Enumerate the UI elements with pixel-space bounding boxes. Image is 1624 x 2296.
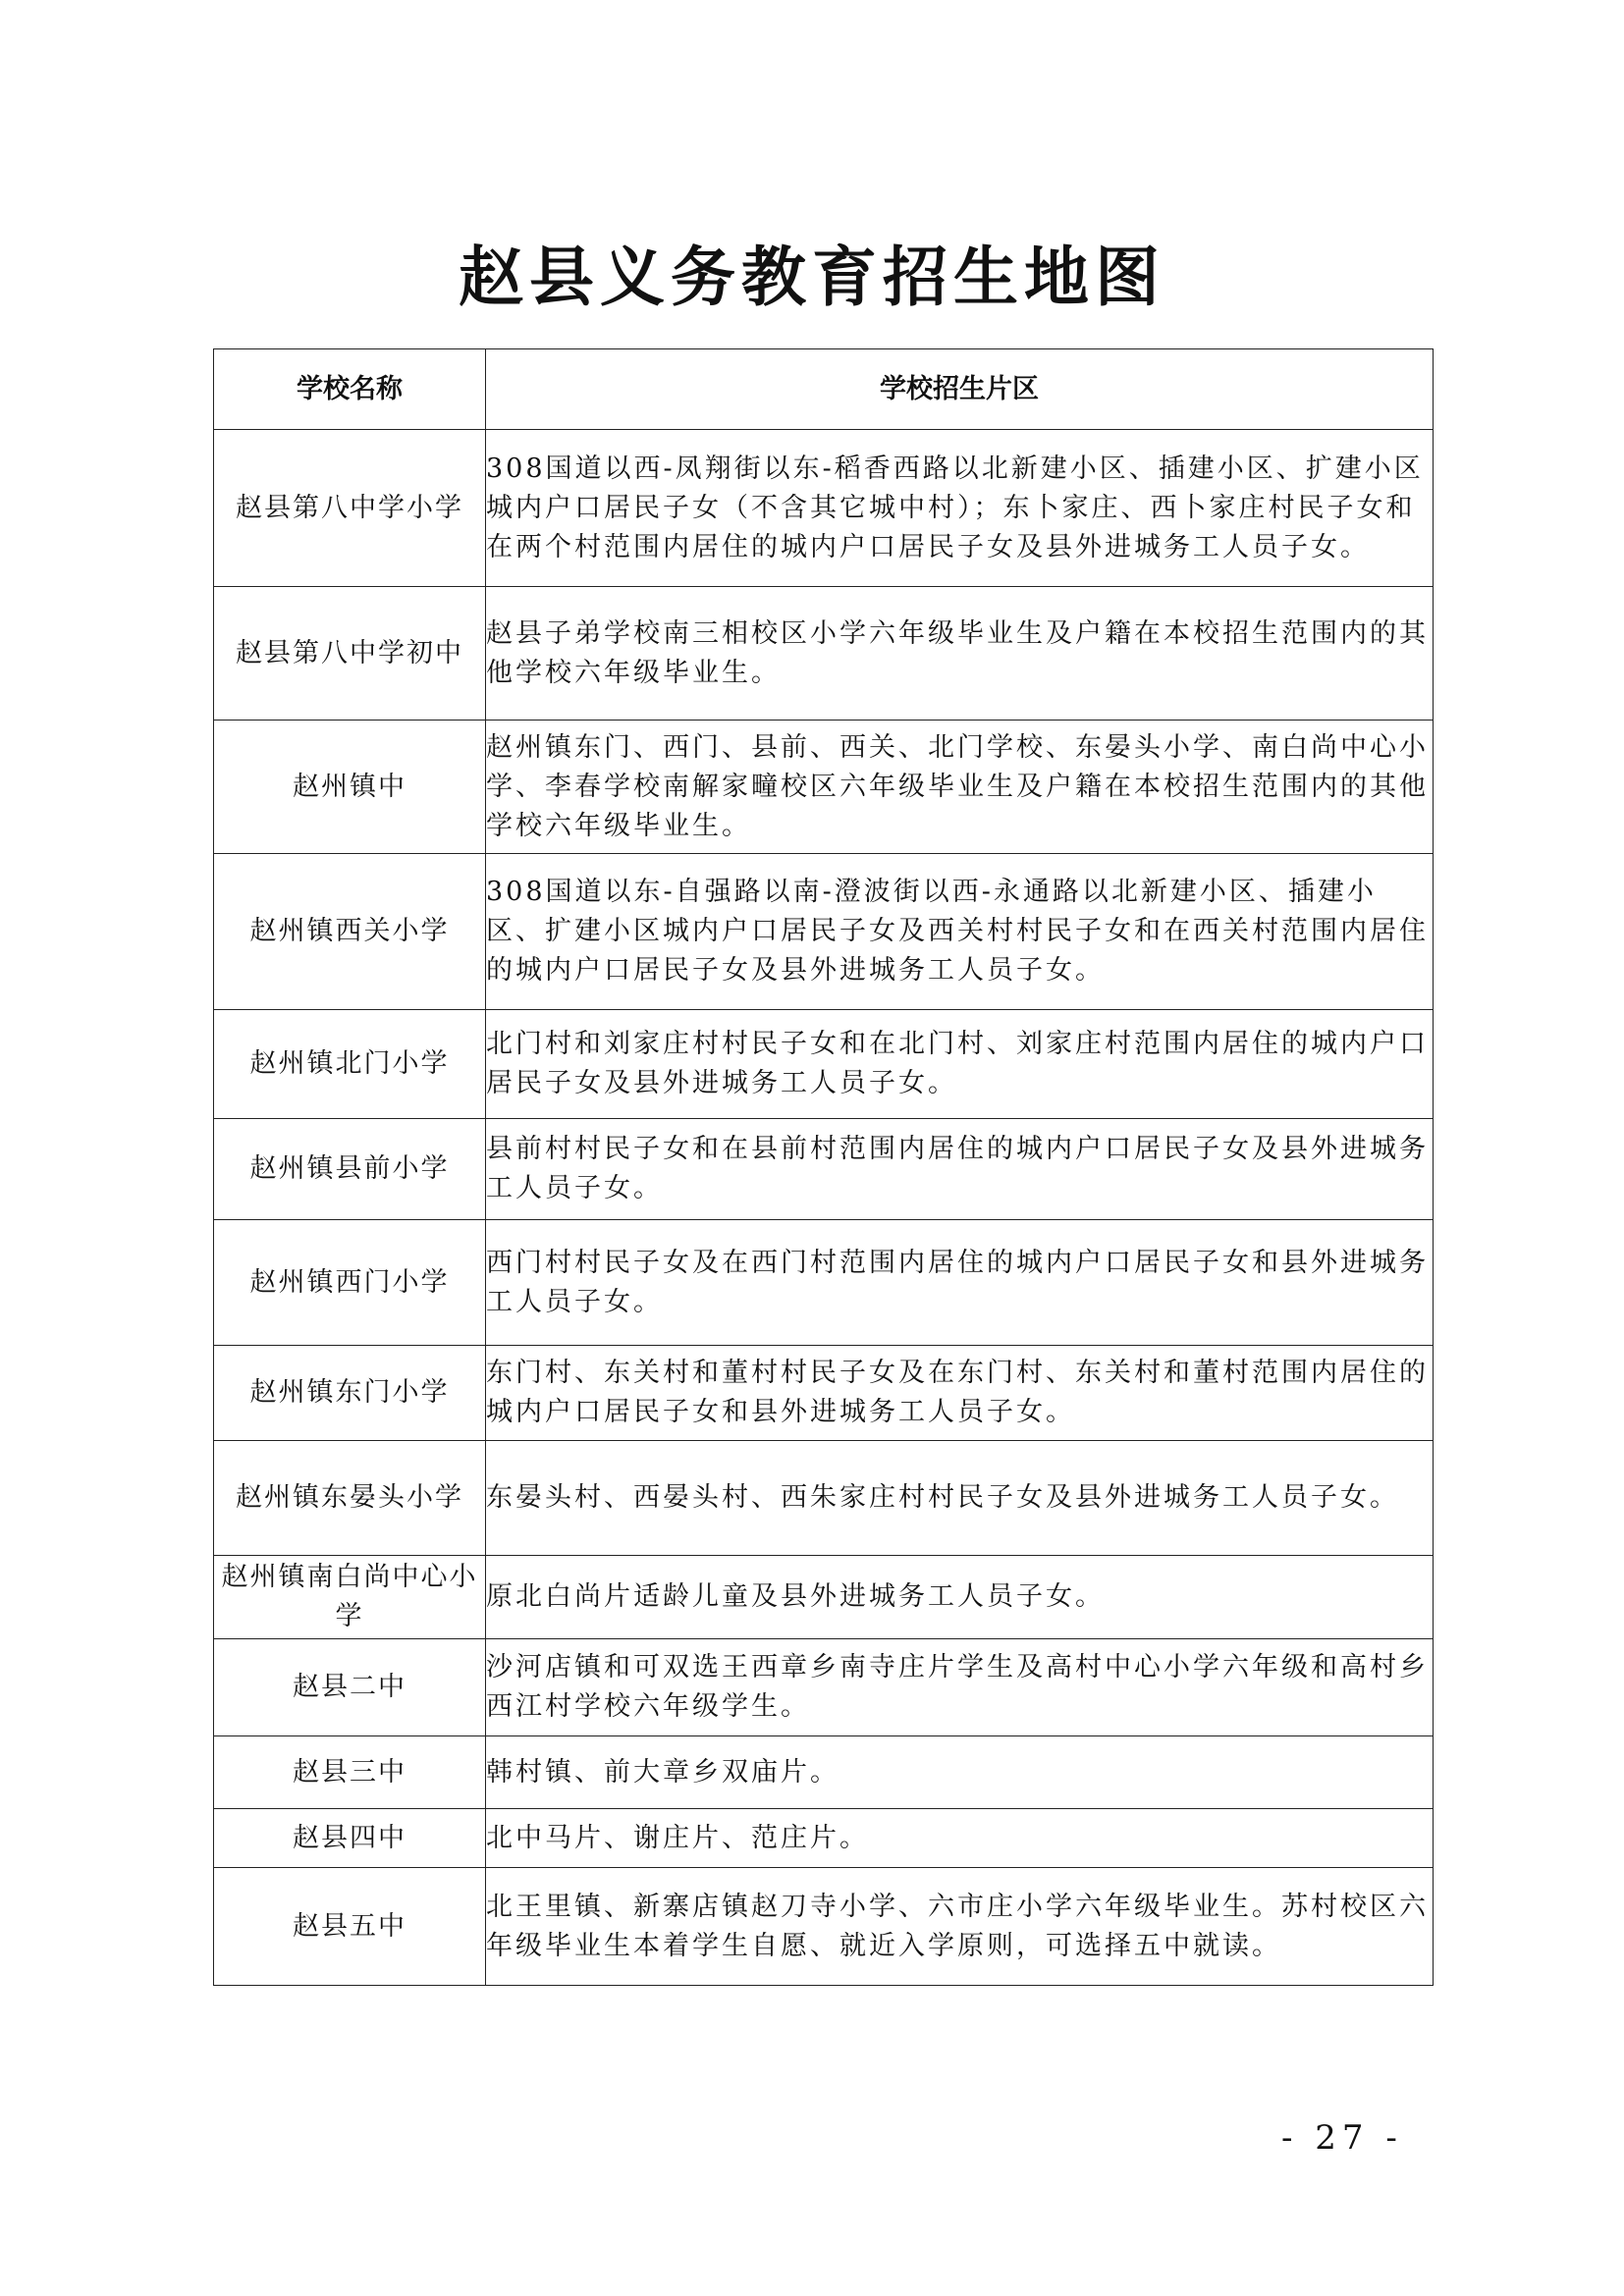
table-row bbox=[214, 1809, 1434, 1868]
enrollment-area-cell: 沙河店镇和可双选王西章乡南寺庄片学生及高村中心小学六年级和高村乡西江村学校六年级学生。 bbox=[486, 1639, 1434, 1736]
enrollment-area-cell: 308国道以东-自强路以南-澄波街以西-永通路以北新建小区、插建小区、扩建小区城内户口居民子女及西关村村民子女和在西关村范围内居住的城内户口居民子女及县外进城务工人员子女。 bbox=[486, 854, 1434, 1010]
enrollment-area-cell: 原北白尚片适龄儿童及县外进城务工人员子女。 bbox=[486, 1556, 1434, 1639]
school-name-cell: 赵县第八中学小学 bbox=[214, 430, 486, 587]
enrollment-area-cell: 东晏头村、西晏头村、西朱家庄村村民子女及县外进城务工人员子女。 bbox=[486, 1441, 1434, 1556]
table-row bbox=[214, 1868, 1434, 1986]
table-row bbox=[214, 721, 1434, 854]
school-name-cell: 赵县四中 bbox=[214, 1809, 486, 1868]
enrollment-area-cell: 西门村村民子女及在西门村范围内居住的城内户口居民子女和县外进城务工人员子女。 bbox=[486, 1220, 1434, 1346]
school-name-cell: 赵州镇北门小学 bbox=[214, 1010, 486, 1119]
table-header-row bbox=[214, 349, 1434, 430]
school-name-cell: 赵州镇东门小学 bbox=[214, 1346, 486, 1441]
school-name-cell: 赵州镇西关小学 bbox=[214, 854, 486, 1010]
school-name-cell: 赵州镇中 bbox=[214, 721, 486, 854]
table-row bbox=[214, 1010, 1434, 1119]
school-name-cell: 赵州镇县前小学 bbox=[214, 1119, 486, 1220]
table-row bbox=[214, 1119, 1434, 1220]
enrollment-area-cell: 北门村和刘家庄村村民子女和在北门村、刘家庄村范围内居住的城内户口居民子女及县外进城务工人员子女。 bbox=[486, 1010, 1434, 1119]
table-row bbox=[214, 1639, 1434, 1736]
table-row bbox=[214, 854, 1434, 1010]
table-row bbox=[214, 1220, 1434, 1346]
table-row bbox=[214, 1556, 1434, 1639]
enrollment-area-cell: 县前村村民子女和在县前村范围内居住的城内户口居民子女及县外进城务工人员子女。 bbox=[486, 1119, 1434, 1220]
enrollment-area-cell: 赵县子弟学校南三相校区小学六年级毕业生及户籍在本校招生范围内的其他学校六年级毕业生。 bbox=[486, 587, 1434, 721]
table-row bbox=[214, 1736, 1434, 1809]
document-title: 赵县义务教育招生地图 bbox=[459, 239, 1165, 315]
table-row bbox=[214, 1441, 1434, 1556]
enrollment-area-cell: 北王里镇、新寨店镇赵刀寺小学、六市庄小学六年级毕业生。苏村校区六年级毕业生本着学生自愿、就近入学原则，可选择五中就读。 bbox=[486, 1868, 1434, 1986]
table-row bbox=[214, 587, 1434, 721]
enrollment-table bbox=[213, 348, 1434, 1986]
enrollment-area-cell: 北中马片、谢庄片、范庄片。 bbox=[486, 1809, 1434, 1868]
school-name-cell: 赵县三中 bbox=[214, 1736, 486, 1809]
enrollment-area-cell: 韩村镇、前大章乡双庙片。 bbox=[486, 1736, 1434, 1809]
page-number: - 27 - bbox=[1281, 2118, 1403, 2158]
school-name-cell: 赵县二中 bbox=[214, 1639, 486, 1736]
enrollment-area-cell: 东门村、东关村和董村村民子女及在东门村、东关村和董村范围内居住的城内户口居民子女和县外进城务工人员子女。 bbox=[486, 1346, 1434, 1441]
table-row bbox=[214, 430, 1434, 587]
school-name-cell: 赵州镇南白尚中心小学 bbox=[214, 1556, 486, 1639]
header-school-name: 学校名称 bbox=[214, 349, 486, 430]
enrollment-area-cell: 308国道以西-凤翔街以东-稻香西路以北新建小区、插建小区、扩建小区城内户口居民子女（不含其它城中村）；东卜家庄、西卜家庄村民子女和在两个村范围内居住的城内户口居民子女及县外进城务工人员子女。 bbox=[486, 430, 1434, 587]
header-enrollment-area: 学校招生片区 bbox=[486, 349, 1434, 430]
school-name-cell: 赵州镇东晏头小学 bbox=[214, 1441, 486, 1556]
school-name-cell: 赵州镇西门小学 bbox=[214, 1220, 486, 1346]
enrollment-area-cell: 赵州镇东门、西门、县前、西关、北门学校、东晏头小学、南白尚中心小学、李春学校南解家疃校区六年级毕业生及户籍在本校招生范围内的其他学校六年级毕业生。 bbox=[486, 721, 1434, 854]
school-name-cell: 赵县第八中学初中 bbox=[214, 587, 486, 721]
school-name-cell: 赵县五中 bbox=[214, 1868, 486, 1986]
table-row bbox=[214, 1346, 1434, 1441]
